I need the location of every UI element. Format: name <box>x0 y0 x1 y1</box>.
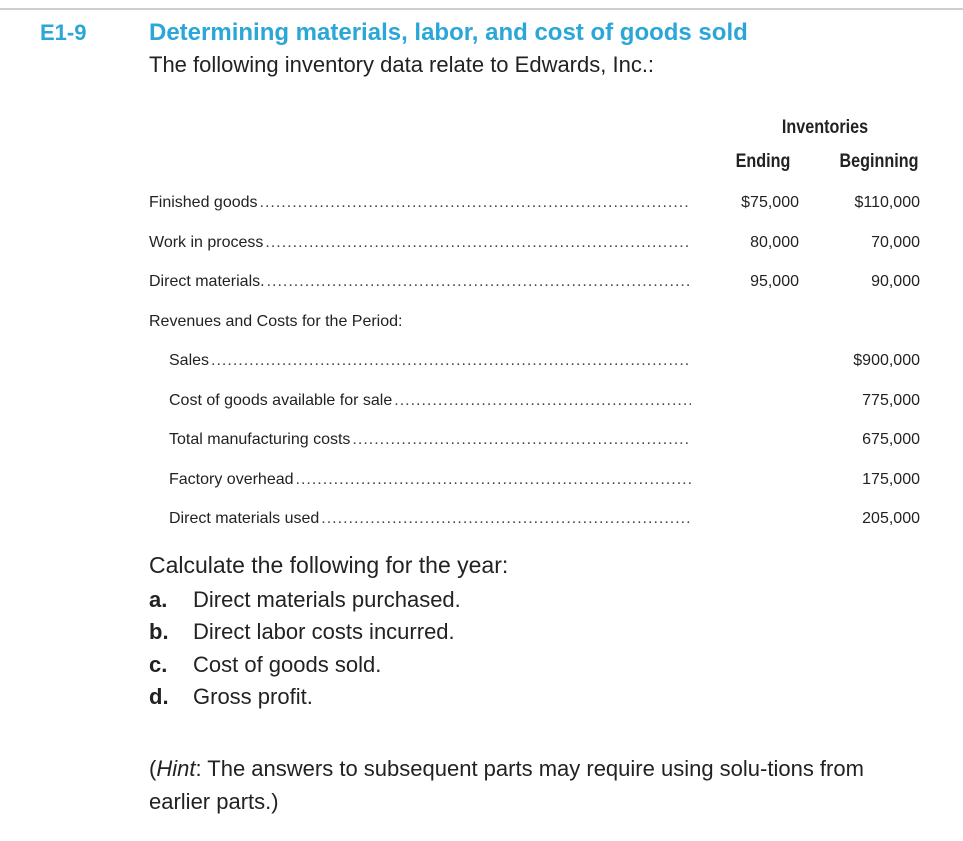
row-label-text: Factory overhead <box>169 471 294 488</box>
leader-dots <box>321 510 691 528</box>
row-label <box>169 392 691 410</box>
row-label <box>149 194 691 212</box>
row-label <box>149 234 691 252</box>
row-label <box>169 471 691 489</box>
row-label-text: Finished goods <box>149 194 258 211</box>
leader-dots <box>352 431 691 449</box>
row-label-text: Sales <box>169 352 210 369</box>
leader-dots <box>265 234 691 252</box>
period-row-factory-overhead <box>0 471 963 493</box>
question-d <box>149 684 313 710</box>
row-label <box>149 273 691 291</box>
revenues-costs-header: Revenues and Costs for the Period: <box>149 313 403 330</box>
beginning-value: 70,000 <box>871 234 920 251</box>
leader-dots <box>267 273 691 291</box>
question-letter: b. <box>149 619 169 644</box>
row-label <box>169 352 691 370</box>
period-value: 175,000 <box>862 471 920 488</box>
ending-value: 80,000 <box>750 234 799 251</box>
question-letter: c. <box>149 652 168 677</box>
ending-column-header: Ending <box>735 151 791 172</box>
question-b <box>149 619 455 645</box>
period-value: 675,000 <box>862 431 920 448</box>
question-letter: a. <box>149 587 168 612</box>
hint-word: Hint <box>156 756 196 781</box>
row-label-text: Cost of goods available for sale <box>169 392 393 409</box>
row-label <box>169 510 691 528</box>
ending-value: 95,000 <box>750 273 799 290</box>
leader-dots <box>296 471 691 489</box>
question-text: Direct materials purchased. <box>193 587 461 612</box>
period-row-cost-of-goods-available <box>0 392 963 414</box>
inventory-row-work-in-process <box>0 234 963 256</box>
hint-note <box>149 752 929 818</box>
inventories-header: Inventories <box>781 117 869 138</box>
beginning-column-header: Beginning <box>839 151 919 172</box>
period-row-sales <box>0 352 963 374</box>
question-text: Gross profit. <box>193 684 313 709</box>
question-c <box>149 652 381 678</box>
period-row-total-manufacturing-costs <box>0 431 963 453</box>
top-rule <box>0 8 963 10</box>
period-row-direct-materials-used <box>0 510 963 532</box>
period-value: $900,000 <box>853 352 920 369</box>
exercise-number: E1-9 <box>40 20 87 45</box>
question-letter: d. <box>149 684 169 709</box>
row-label <box>169 431 691 449</box>
question-text: Cost of goods sold. <box>193 652 382 677</box>
leader-dots <box>394 392 691 410</box>
inventory-row-finished-goods <box>0 194 963 216</box>
hint-open-paren: ( <box>149 756 157 781</box>
question-text: Direct labor costs incurred. <box>193 619 455 644</box>
ending-value: $75,000 <box>741 194 799 211</box>
period-value: 205,000 <box>862 510 920 527</box>
exercise-title: Determining materials, labor, and cost of goods sold <box>149 19 748 46</box>
hint-text: : The answers to subsequent parts may require using solu-tions from earlier parts.) <box>149 756 864 814</box>
row-label-text: Work in process <box>149 234 264 251</box>
exercise-intro: The following inventory data relate to Edwards, Inc.: <box>149 52 655 77</box>
period-value: 775,000 <box>862 392 920 409</box>
questions-title: Calculate the following for the year: <box>149 552 509 578</box>
row-label-text: Direct materials used <box>169 510 320 527</box>
leader-dots <box>260 194 691 212</box>
beginning-value: 90,000 <box>871 273 920 290</box>
leader-dots <box>211 352 691 370</box>
beginning-value: $110,000 <box>854 194 920 211</box>
question-a <box>149 587 461 613</box>
inventory-row-direct-materials <box>0 273 963 295</box>
row-label-text: Direct materials. <box>149 273 265 290</box>
row-label-text: Total manufacturing costs <box>169 431 351 448</box>
